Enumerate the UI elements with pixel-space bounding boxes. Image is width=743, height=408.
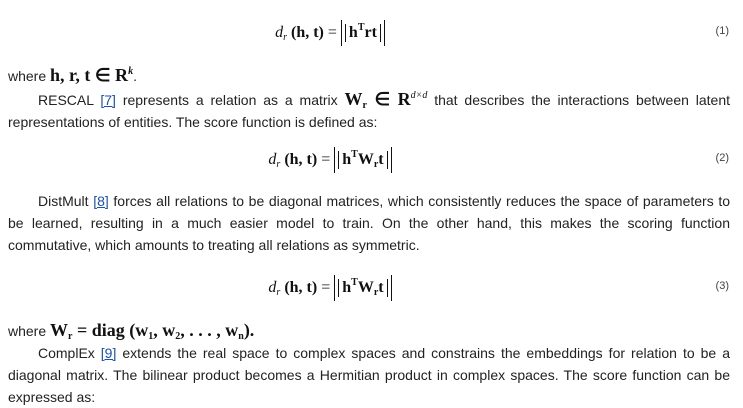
eq1-norm: $h^Trt$ [345,24,381,42]
paragraph-distmult: DistMult [8] forces all relations to be diagonal matrices, which consistently reduces the space of parameters to be learned, resulting in a much easier model to train. On the other hand, this makes the scoring function commutative, which amounts to treating all relations as symmetric. [8,193,731,253]
citation-link-8[interactable]: [8] [93,193,109,209]
paragraph-rescal: RESCAL [7] represents a relation as a matrix $W_r$ ∈ $R^{d\times d}$ that describes the interactions between latent representations of entities. The score function is defined as: [8,89,731,130]
math-hrt-in-Rk: h, r, t ∈ R [50,65,129,85]
equation-1: $d_r$ (h, $t) = h^Trt$ (1) [0,20,743,46]
paragraph-where-2: where $W_r$ = diag ($w_1$, $w_2$, . . . , $w_n$). [8,320,255,342]
eq1-lhs-var: d [275,24,284,41]
eq1-lhs-sub: r [283,32,287,43]
eq1-lhs-args: (h, t) [290,24,324,41]
equation-2-number: (2) [715,152,729,164]
equation-3: $d_r$ (h, $t) = h^TW_rt$ (3) [0,275,743,301]
citation-link-7[interactable]: [7] [100,92,116,108]
paragraph-complex: ComplEx [9] extends the real space to complex spaces and constrains the embeddings for relation to be a diagonal matrix. The bilinear product becomes a Hermitian product in complex spaces. The score function can be expressed as: [8,345,730,405]
eq2-norm: $h^TW_rt$ [338,151,387,169]
equation-1-number: (1) [715,25,729,37]
eq3-norm: $h^TW_rt$ [338,279,387,297]
paragraph-where-1: where h, r, t ∈ $R^k$. [8,65,137,85]
equation-2: $d_r$ (h, $t) = h^TW_rt$ (2) [0,147,743,173]
equation-3-number: (3) [715,280,729,292]
citation-link-9[interactable]: [9] [100,345,117,361]
